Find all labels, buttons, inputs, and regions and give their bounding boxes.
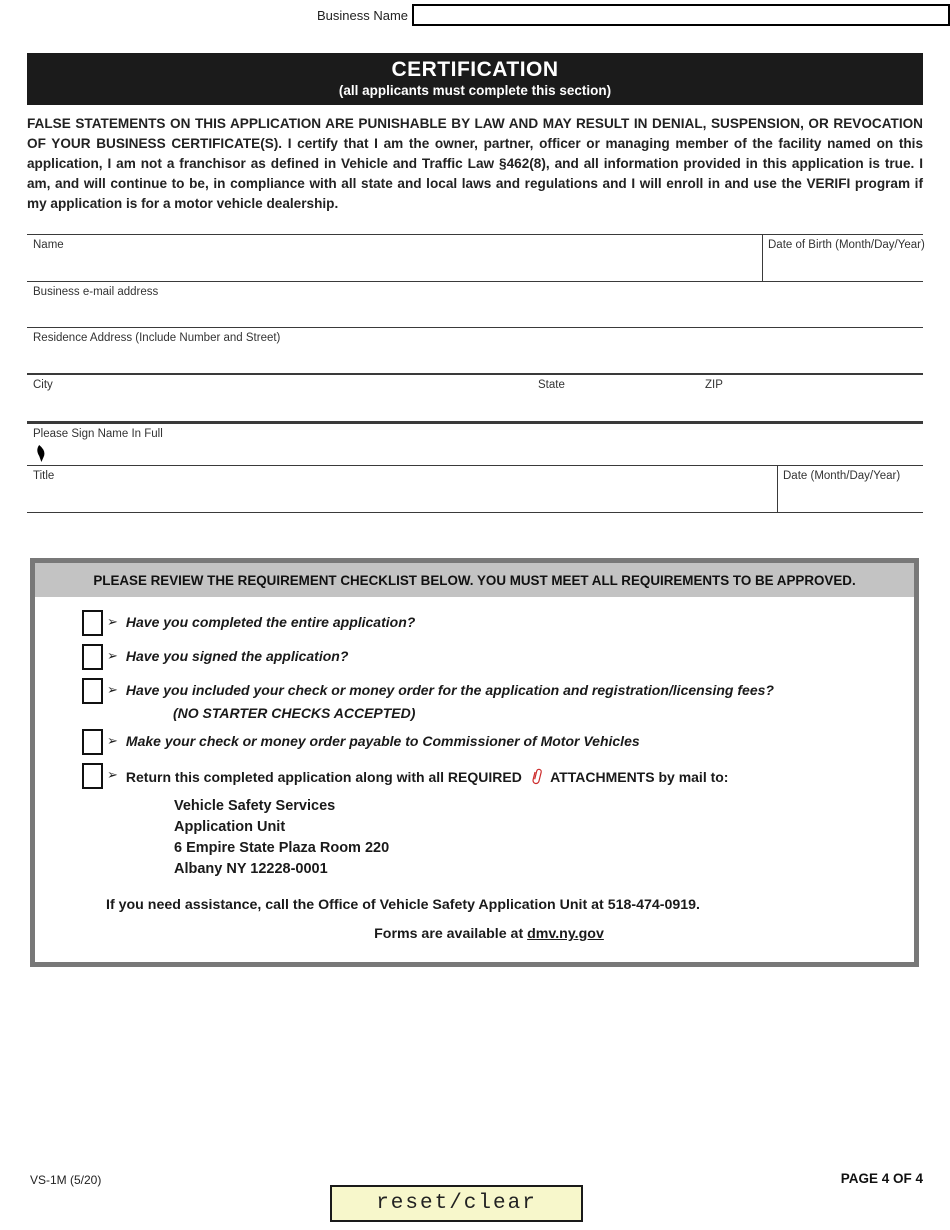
signature-label: Please Sign Name In Full xyxy=(33,428,163,440)
residence-address-label: Residence Address (Include Number and Street) xyxy=(33,332,281,344)
arrow-bullet-icon: ➢ xyxy=(107,614,118,629)
return-text-before: Return this completed application along with all REQUIRED xyxy=(125,769,522,785)
checklist-item-2 xyxy=(82,644,896,670)
city-state-zip-row[interactable] xyxy=(27,375,923,423)
checkbox-completed-application[interactable] xyxy=(82,610,103,636)
paperclip-icon xyxy=(530,767,543,789)
dob-label: Date of Birth (Month/Day/Year) xyxy=(768,239,925,251)
dob-field[interactable] xyxy=(762,235,923,281)
city-label: City xyxy=(33,379,53,391)
checklist-item-text: Have you completed the entire application? xyxy=(125,614,416,630)
requirement-checklist-box xyxy=(30,558,919,967)
dmv-link[interactable]: dmv.ny.gov xyxy=(527,926,604,942)
name-field[interactable] xyxy=(27,235,923,282)
checklist-item-1 xyxy=(82,610,896,636)
checkbox-signed-application[interactable] xyxy=(82,644,103,670)
checklist-item-text: Make your check or money order payable to Commissioner of Motor Vehicles xyxy=(125,733,640,749)
mailing-address-line: Application Unit xyxy=(174,819,286,835)
zip-label: ZIP xyxy=(705,379,723,391)
checkbox-included-check[interactable] xyxy=(82,678,103,704)
forms-text-prefix: Forms are available at xyxy=(374,926,528,942)
certification-subtitle: (all applicants must complete this section) xyxy=(338,83,612,98)
checklist-item-3 xyxy=(82,678,896,704)
certification-fields xyxy=(27,234,923,513)
checkbox-return-application[interactable] xyxy=(82,763,103,789)
return-text-after: ATTACHMENTS by mail to: xyxy=(550,769,729,785)
checklist-item-text: Have you signed the application? xyxy=(125,648,349,664)
checklist-body xyxy=(35,597,914,962)
arrow-bullet-icon: ➢ xyxy=(107,648,118,663)
page-indicator: PAGE 4 OF 4 xyxy=(840,1171,923,1186)
signature-field[interactable] xyxy=(27,423,923,466)
reset-clear-button[interactable]: reset/clear xyxy=(330,1185,583,1222)
arrow-bullet-icon: ➢ xyxy=(107,767,118,782)
state-label: State xyxy=(538,379,565,391)
certification-statement: FALSE STATEMENTS ON THIS APPLICATION ARE PUNISHABLE BY LAW AND MAY RESULT IN DENIAL, SUSPENSION, OR REVOCATION OF YOUR BUSINESS CERTIFICATE(S). I certify that I am the owner, partner, officer or managing member of the facility named on this application, I am not a franchisor as defined in Vehicle and Traffic Law §462(8), and all information provided in this application is true. I am, and will continue to be, in compliance with all state and local laws and regulations and I will enroll in and use the VERIFI program if my application is for a motor vehicle dealership. xyxy=(27,116,923,211)
title-field[interactable] xyxy=(27,466,923,513)
date-label: Date (Month/Day/Year) xyxy=(783,470,901,482)
form-number: VS-1M (5/20) xyxy=(30,1173,102,1187)
checklist-item-5 xyxy=(82,763,896,789)
business-name-input[interactable] xyxy=(412,4,950,26)
checklist-item-text: Have you included your check or money order for the application and registration/licensing fees? xyxy=(125,682,774,698)
forms-availability-text xyxy=(82,926,896,942)
business-name-label: Business Name xyxy=(317,7,409,23)
residence-address-field[interactable] xyxy=(27,328,923,375)
business-name-row xyxy=(0,0,950,26)
email-field[interactable] xyxy=(27,282,923,328)
title-label: Title xyxy=(33,470,55,482)
certification-header xyxy=(27,53,923,105)
date-field[interactable] xyxy=(777,466,923,512)
name-label: Name xyxy=(33,239,64,251)
checklist-item-text xyxy=(126,767,729,789)
assistance-text: If you need assistance, call the Office of Vehicle Safety Application Unit at 518-474-0919. xyxy=(106,897,700,913)
checklist-header: PLEASE REVIEW THE REQUIREMENT CHECKLIST BELOW. YOU MUST MEET ALL REQUIREMENTS TO BE APPROVED. xyxy=(35,563,914,597)
email-label: Business e-mail address xyxy=(33,286,159,298)
arrow-bullet-icon: ➢ xyxy=(107,682,118,697)
mailing-address-line: Vehicle Safety Services xyxy=(174,798,336,814)
mailing-address xyxy=(174,796,896,880)
certification-title: CERTIFICATION xyxy=(391,58,559,81)
checklist-item-4 xyxy=(82,729,896,755)
arrow-bullet-icon: ➢ xyxy=(107,733,118,748)
checklist-item-3-line2: (NO STARTER CHECKS ACCEPTED) xyxy=(173,705,416,721)
mailing-address-line: 6 Empire State Plaza Room 220 xyxy=(174,840,390,856)
sign-here-pen-icon xyxy=(36,445,47,467)
mailing-address-line: Albany NY 12228-0001 xyxy=(174,861,328,877)
checkbox-payable-commissioner[interactable] xyxy=(82,729,103,755)
